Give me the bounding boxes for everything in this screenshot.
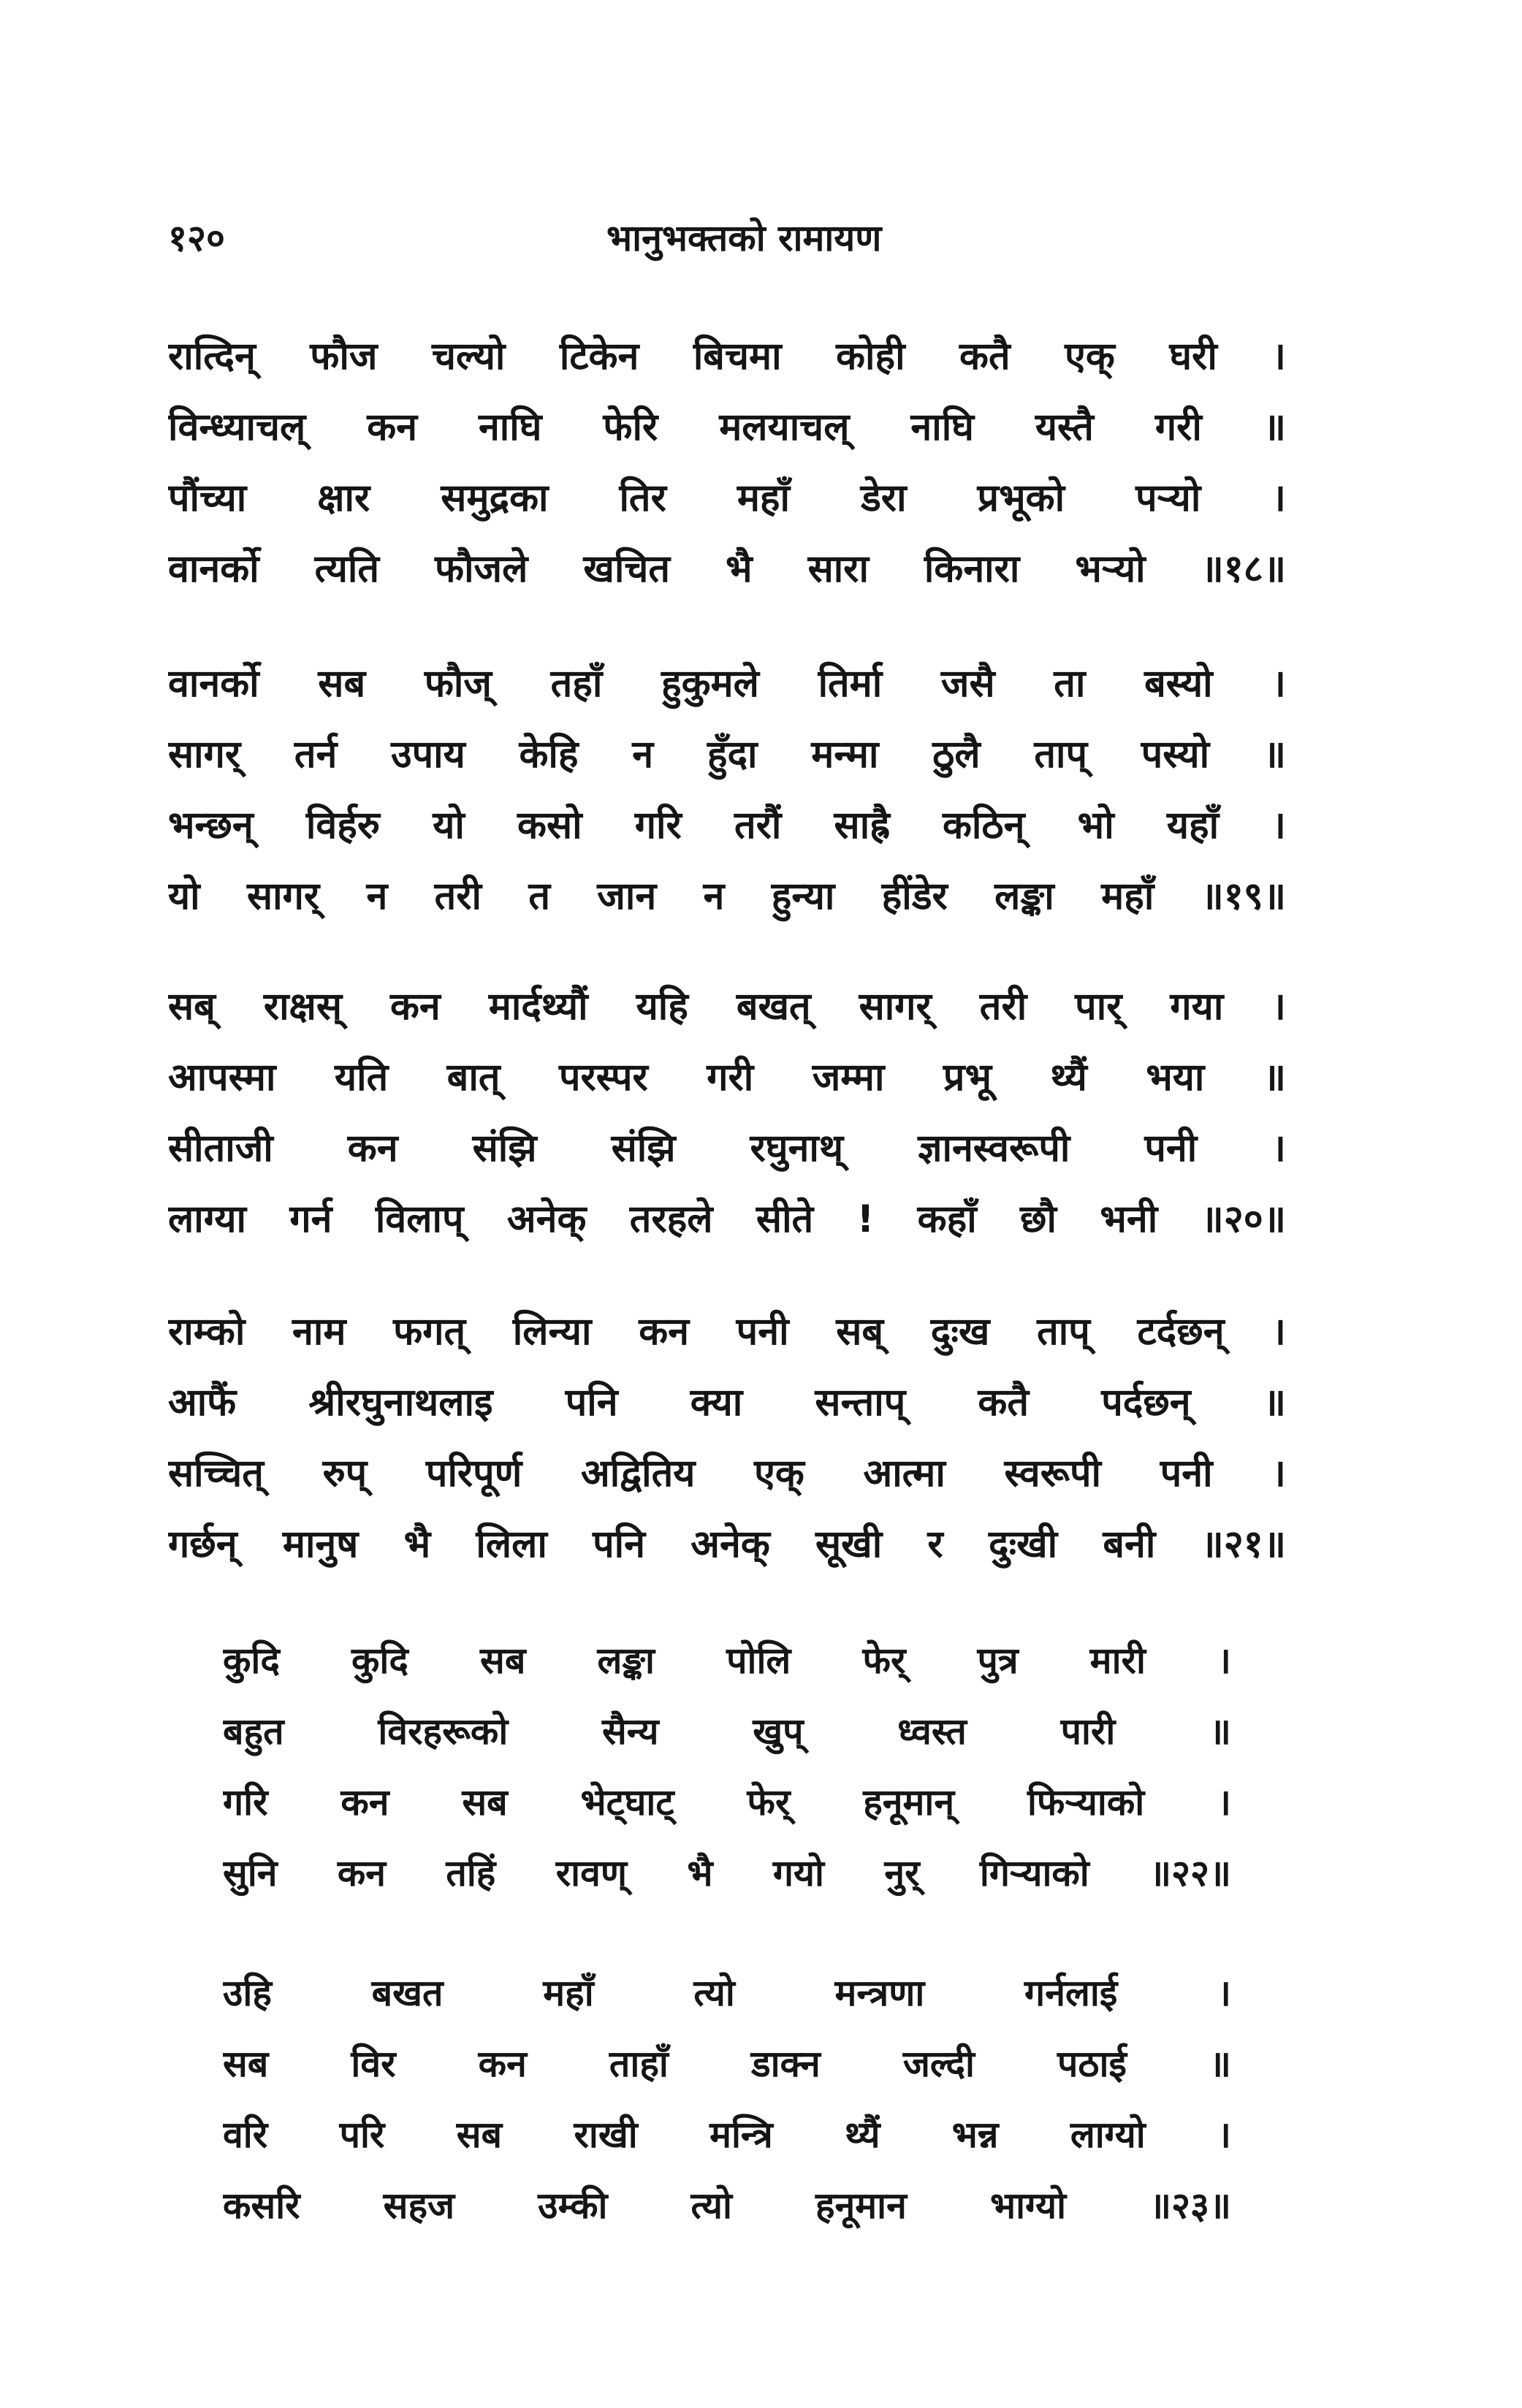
verse-line: वानर्को सब फौज् तहाँ हुकुमले तिर्मा जसै ता बस्यो । [168,662,1286,706]
verse-line: वरि परि सब राखी मन्त्रि थ्यैं भन्न लाग्यो । [223,2114,1231,2156]
verse-line: सच्चित् रुप् परिपूर्ण अद्वितिय एक् आत्मा स्वरूपी पनी । [168,1452,1286,1496]
verse-line: सुनि कन तहिं रावण् भै गयो नुर् गिऱ्याको ॥२२॥ [223,1852,1231,1894]
verse-line: सागर् तर्न उपाय केहि न हुँदा मन्मा ठुलै ताप् पस्यो ॥ [168,733,1286,777]
verse-22 [223,1626,1231,1909]
running-title: भानुभक्तको रामायण [606,217,882,259]
verse-18 [168,321,1286,605]
verse-line: भन्छन् विर्हरु यो कसो गरि तरौं साह्रै कठिन् भो यहाँ । [168,804,1286,847]
verse-20 [168,972,1286,1255]
page-number: १२० [168,217,225,259]
verse-21 [168,1297,1286,1580]
verse-line: सीताजी कन संझि संझि रघुनाथ् ज्ञानस्वरूपी पनी । [168,1127,1286,1170]
verse-line: वानर्को त्यति फौजले खचित भै सारा किनारा भऱ्यो ॥१८॥ [168,547,1286,591]
verse-19 [168,649,1286,932]
verse-line: यो सागर् न तरी त जान न हुन्या हींडेर लङ्का महाँ ॥१९॥ [168,875,1286,918]
page-header [168,212,1279,278]
verse-line: लाग्या गर्न विलाप् अनेक् तरहले सीते ! कहाँ छौ भनी ॥२०॥ [168,1197,1286,1241]
verse-line: आपस्मा यति बात् परस्पर गरी जम्मा प्रभू थ्यैं भया ॥ [168,1056,1286,1100]
verse-line: सब विर कन ताहाँ डाक्न जल्दी पठाई ॥ [223,2043,1231,2085]
verse-line: गर्छन् मानुष भै लिला पनि अनेक् सूखी र दुःखी बनी ॥२१॥ [168,1523,1286,1566]
verse-line: विन्ध्याचल् कन नाघि फेरि मलयाचल् नाघि यस्तै गरी ॥ [168,405,1286,449]
verse-line: गरि कन सब भेट्घाट् फेर् हनूमान् फिऱ्याको । [223,1781,1231,1824]
verse-line: रात्दिन् फौज चल्यो टिकेन बिचमा कोही कतै एक् घरी । [168,335,1286,378]
verse-line: कुदि कुदि सब लङ्का पोलि फेर् पुत्र मारी । [223,1639,1231,1682]
verse-23 [223,1958,1231,2241]
verse-line: राम्को नाम फगत् लिन्या कन पनी सब् दुःख ताप् टर्दछन् । [168,1310,1286,1354]
verse-line: कसरि सहज उम्की त्यो हनूमान भाग्यो ॥२३॥ [223,2184,1231,2227]
verse-line: सब् राक्षस् कन मार्दथ्यौं यहि बखत् सागर् तरी पार् गया । [168,985,1286,1029]
verse-line: बहुत विरहरूको सैन्य खुप् ध्वस्त पारी ॥ [223,1710,1231,1753]
verse-line: आफैं श्रीरघुनाथलाइ पनि क्या सन्ताप् कतै पर्दछन् ॥ [168,1381,1286,1425]
verse-line: उहि बखत महाँ त्यो मन्त्रणा गर्नलाई । [223,1972,1231,2014]
verse-line: पौंच्या क्षार समुद्रका तिर महाँ डेरा प्रभूको पऱ्यो । [168,476,1286,520]
